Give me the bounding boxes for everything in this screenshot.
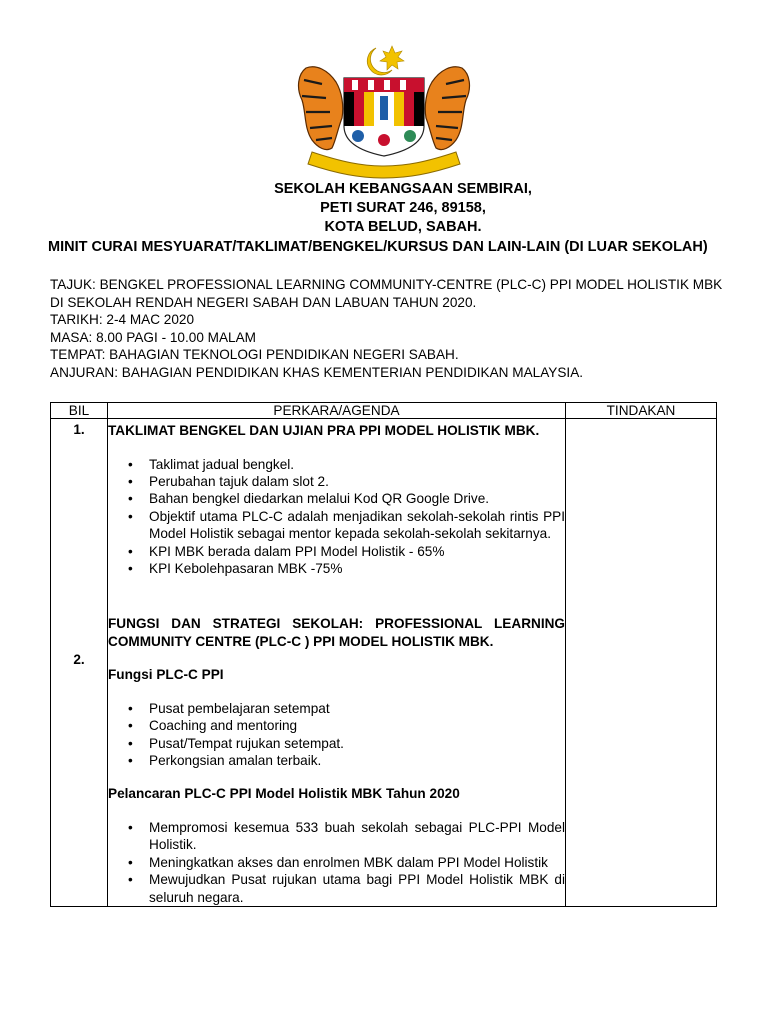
item-number-1: 1.	[73, 422, 85, 437]
header-tindakan: TINDAKAN	[566, 403, 717, 419]
item2-title: FUNGSI DAN STRATEGI SEKOLAH: PROFESSIONAL LEARNING COMMUNITY CENTRE (PLC-C ) PPI MODEL HOLISTIK MBK.	[108, 616, 565, 649]
list-item: • Pusat pembelajaran setempat	[108, 700, 565, 717]
list-item: • Mempromosi kesemua 533 buah sekolah sebagai PLC-PPI Model Holistik.	[108, 819, 565, 854]
perkara-cell	[108, 419, 566, 907]
school-address-line1: PETI SURAT 246, 89158,	[320, 200, 486, 216]
agenda-table-header-row	[51, 403, 717, 419]
school-name: SEKOLAH KEBANGSAAN SEMBIRAI,	[274, 181, 532, 197]
item2-subheading-fungsi: Fungsi PLC-C PPI	[108, 667, 224, 683]
list-item: • KPI MBK berada dalam PPI Model Holistik - 65%	[108, 543, 565, 560]
bil-cell	[51, 419, 108, 907]
meeting-date: TARIKH: 2-4 MAC 2020	[50, 312, 195, 328]
agenda-body-row	[51, 419, 717, 907]
agenda-table	[50, 402, 717, 907]
header-perkara: PERKARA/AGENDA	[108, 403, 566, 419]
school-address-line2: KOTA BELUD, SABAH.	[324, 219, 482, 235]
list-item: • Bahan bengkel diedarkan melalui Kod QR Google Drive.	[108, 490, 565, 507]
list-item: • Mewujudkan Pusat rujukan utama bagi PPI Model Holistik MBK di seluruh negara.	[108, 871, 565, 906]
list-item: • Pusat/Tempat rujukan setempat.	[108, 735, 565, 752]
item1-bullet-list	[108, 456, 565, 578]
meeting-organizer: ANJURAN: BAHAGIAN PENDIDIKAN KHAS KEMENTERIAN PENDIDIKAN MALAYSIA.	[50, 364, 584, 380]
list-item: • KPI Kebolehpasaran MBK -75%	[108, 560, 565, 577]
list-item: • Perubahan tajuk dalam slot 2.	[108, 473, 565, 490]
item2-fungsi-list	[108, 700, 565, 770]
meeting-topic: TAJUK: BENGKEL PROFESSIONAL LEARNING COMMUNITY-CENTRE (PLC-C) PPI MODEL HOLISTIK MBK DI SEKOLAH RENDAH NEGERI SABAH DAN LABUAN TAHUN 2020.	[50, 277, 723, 310]
list-item: • Objektif utama PLC-C adalah menjadikan sekolah-sekolah rintis PPI Model Holistik sebagai mentor kepada sekolah-sekolah sekitarnya.	[108, 508, 565, 543]
list-item: • Taklimat jadual bengkel.	[108, 456, 565, 473]
item2-pelancaran-list	[108, 819, 565, 906]
list-item: • Perkongsian amalan terbaik.	[108, 752, 565, 769]
list-item: • Coaching and mentoring	[108, 717, 565, 734]
minutes-title: MINIT CURAI MESYUARAT/TAKLIMAT/BENGKEL/KURSUS DAN LAIN-LAIN (DI LUAR SEKOLAH)	[48, 239, 708, 255]
item-number-2: 2.	[73, 652, 85, 667]
item2-subheading-pelancaran: Pelancaran PLC-C PPI Model Holistik MBK Tahun 2020	[108, 786, 460, 802]
meeting-venue: TEMPAT: BAHAGIAN TEKNOLOGI PENDIDIKAN NEGERI SABAH.	[50, 347, 459, 363]
meeting-time: MASA: 8.00 PAGI - 10.00 MALAM	[50, 329, 257, 345]
header-bil: BIL	[51, 403, 108, 419]
tindakan-cell	[566, 419, 717, 907]
school-header	[0, 180, 768, 237]
list-item: • Meningkatkan akses dan enrolmen MBK dalam PPI Model Holistik	[108, 854, 565, 871]
meeting-details	[50, 276, 730, 382]
item1-title: TAKLIMAT BENGKEL DAN UJIAN PRA PPI MODEL HOLISTIK MBK.	[108, 423, 540, 438]
coat-of-arms-logo	[292, 40, 476, 182]
